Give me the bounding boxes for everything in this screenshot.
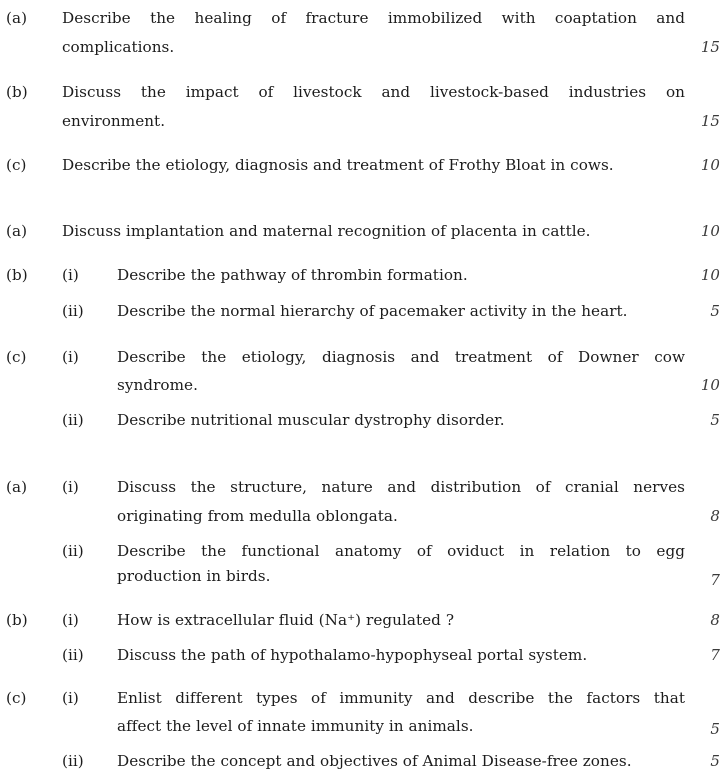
part-label: (c): [6, 156, 27, 174]
subpart-label: (ii): [62, 646, 84, 664]
marks: 15: [700, 38, 720, 56]
subpart-label: (ii): [62, 542, 84, 560]
question-text: complications.: [62, 38, 175, 56]
part-label: (a): [6, 9, 28, 27]
question-1b: [0, 78, 720, 138]
question-text: Discuss the impact of livestock and livestock-based industries on: [62, 83, 685, 101]
marks: 7: [710, 571, 720, 589]
marks: 5: [710, 411, 720, 429]
question-text: Describe the etiology, diagnosis and treatment of Downer cow: [117, 348, 685, 366]
question-text: Describe the functional anatomy of oviduct in relation to egg: [117, 542, 685, 560]
question-3a: [0, 473, 720, 593]
part-label: (a): [6, 222, 28, 240]
subpart-label: (i): [62, 348, 79, 366]
marks: 7: [710, 646, 720, 664]
question-text: Describe nutritional muscular dystrophy disorder.: [117, 411, 505, 429]
question-text: Describe the normal hierarchy of pacemaker activity in the heart.: [117, 302, 628, 320]
question-text: affect the level of innate immunity in animals.: [117, 717, 474, 735]
marks: 5: [710, 752, 720, 770]
question-1a: [0, 4, 720, 64]
part-label: (a): [6, 478, 28, 496]
question-3c: [0, 684, 720, 776]
question-text: syndrome.: [117, 376, 198, 394]
marks: 15: [700, 112, 720, 130]
question-text: Describe the concept and objectives of Animal Disease-free zones.: [117, 752, 632, 770]
question-text: Describe the etiology, diagnosis and treatment of Frothy Bloat in cows.: [62, 156, 614, 174]
subpart-label: (i): [62, 611, 79, 629]
marks: 8: [710, 611, 720, 629]
marks: 10: [700, 266, 720, 284]
marks: 8: [710, 507, 720, 525]
marks: 10: [700, 376, 720, 394]
question-text: Describe the pathway of thrombin formation.: [117, 266, 468, 284]
subpart-label: (i): [62, 478, 79, 496]
question-text: environment.: [62, 112, 166, 130]
question-text: How is extracellular fluid (Na⁺) regulated ?: [117, 611, 455, 629]
marks: 10: [700, 222, 720, 240]
question-text: production in birds.: [117, 567, 271, 585]
part-label: (b): [6, 266, 28, 284]
marks: 5: [710, 720, 720, 738]
question-text: Enlist different types of immunity and describe the factors that: [117, 689, 685, 707]
subpart-label: (ii): [62, 411, 84, 429]
marks: 5: [710, 302, 720, 320]
question-text: Discuss the path of hypothalamo-hypophyseal portal system.: [117, 646, 588, 664]
subpart-label: (ii): [62, 752, 84, 770]
question-1c: [0, 151, 720, 181]
part-label: (b): [6, 83, 28, 101]
subpart-label: (ii): [62, 302, 84, 320]
part-label: (b): [6, 611, 28, 629]
question-2b: [0, 261, 720, 331]
subpart-label: (i): [62, 266, 79, 284]
question-2c: [0, 343, 720, 443]
part-label: (c): [6, 348, 27, 366]
question-text: Describe the healing of fracture immobilized with coaptation and: [62, 9, 685, 27]
question-text: Discuss implantation and maternal recognition of placenta in cattle.: [62, 222, 591, 240]
question-text: originating from medulla oblongata.: [117, 507, 398, 525]
part-label: (c): [6, 689, 27, 707]
marks: 10: [700, 156, 720, 174]
subpart-label: (i): [62, 689, 79, 707]
question-3b: [0, 606, 720, 676]
question-2a: [0, 217, 720, 247]
question-text: Discuss the structure, nature and distribution of cranial nerves: [117, 478, 685, 496]
